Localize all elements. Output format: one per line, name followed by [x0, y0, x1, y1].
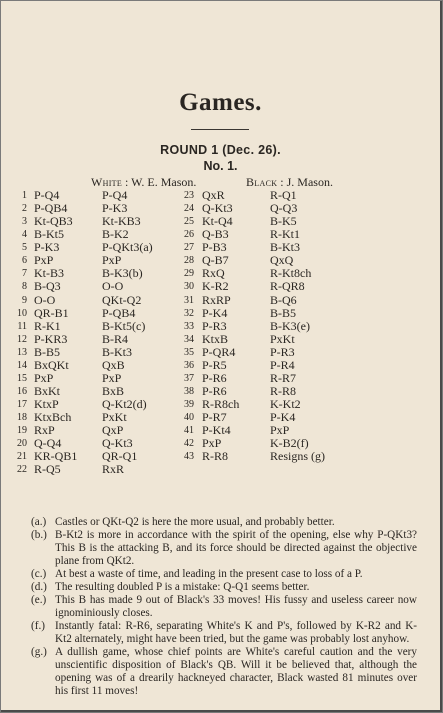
black-move: PxP [102, 253, 122, 267]
move-number: 20 [17, 438, 27, 449]
white-move: QxR [202, 188, 225, 202]
move-number: 32 [184, 308, 194, 319]
move-number: 17 [17, 399, 27, 410]
white-move: BxQKt [34, 358, 69, 372]
note-label: (f.) [31, 620, 45, 632]
black-move: PxKt [270, 332, 295, 346]
move-number: 4 [22, 229, 27, 240]
white-move: PxP [34, 253, 54, 267]
move-number: 11 [17, 321, 27, 332]
black-sep: : [277, 175, 287, 189]
white-role: White [91, 175, 123, 189]
black-move: PxP [102, 371, 122, 385]
white-move: B-B5 [34, 345, 61, 359]
round-heading: ROUND 1 (Dec. 26). [160, 143, 281, 157]
note [31, 516, 417, 529]
move-number: 28 [184, 255, 194, 266]
white-move: Q-Q4 [34, 436, 62, 450]
white-move: P-Q4 [34, 188, 60, 202]
black-move: K-B2(f) [270, 436, 309, 450]
move-number: 16 [17, 386, 27, 397]
white-move: KtxB [202, 332, 229, 346]
note [31, 646, 417, 698]
black-move: Resigns (g) [270, 449, 325, 463]
black-move: B-Q6 [270, 293, 297, 307]
move-number: 37 [184, 373, 194, 384]
white-move: RxP [34, 423, 55, 437]
move-number: 23 [184, 190, 194, 201]
white-move: BxKt [34, 384, 61, 398]
move-number: 41 [184, 425, 194, 436]
note [31, 594, 417, 620]
black-move: B-K2 [102, 227, 129, 241]
move-number: 29 [184, 268, 194, 279]
black-move: R-Q1 [270, 188, 297, 202]
white-move: P-R3 [202, 319, 227, 333]
black-move: Kt-KB3 [102, 214, 141, 228]
move-number: 22 [17, 464, 27, 475]
black-move: P-QKt3(a) [102, 240, 153, 254]
white-move: PxP [34, 371, 54, 385]
annotations [31, 516, 417, 698]
white-move: R-Q5 [34, 462, 61, 476]
move-number: 1 [22, 190, 27, 201]
note [31, 568, 417, 581]
move-number: 7 [22, 268, 27, 279]
black-move: PxKt [102, 410, 127, 424]
black-move: P-Q4 [102, 188, 128, 202]
black-move: B-K5 [270, 214, 297, 228]
move-number: 2 [22, 203, 27, 214]
move-number: 31 [184, 295, 194, 306]
move-number: 18 [17, 412, 27, 423]
move-number: 5 [22, 242, 27, 253]
move-number: 42 [184, 438, 194, 449]
black-move: B-B5 [270, 306, 297, 320]
note-text: The resulting doubled P is a mistake: Q-Q1 seems better. [55, 581, 310, 593]
move-number: 24 [184, 203, 194, 214]
black-move: K-Kt2 [270, 397, 301, 411]
white-move: P-KR3 [34, 332, 68, 346]
white-move: P-R7 [202, 410, 227, 424]
white-move: KR-QB1 [34, 449, 78, 463]
black-role: Black [246, 175, 278, 189]
black-move: R-QR8 [270, 279, 305, 293]
white-move: P-R6 [202, 371, 227, 385]
black-move: BxB [102, 384, 125, 398]
white-move: Kt-B3 [34, 266, 64, 280]
white-move: P-K3 [34, 240, 60, 254]
move-number: 13 [17, 347, 27, 358]
white-move: RxQ [202, 266, 225, 280]
move-number: 6 [22, 255, 27, 266]
note [31, 620, 417, 646]
white-move: P-QR4 [202, 345, 236, 359]
note-text: B-Kt2 is more in accordance with the spirit of the opening, else why P-QKt3? This B is the attacking B, and its force should be directed against the objective plane from QKt2. [55, 529, 417, 567]
white-move: R-R8ch [202, 397, 240, 411]
white-move: QR-B1 [34, 306, 69, 320]
white-move: K-R2 [202, 279, 229, 293]
move-number: 34 [184, 334, 194, 345]
move-number: 25 [184, 216, 194, 227]
white-move: P-Kt4 [202, 423, 231, 437]
black-move: B-K3(e) [270, 319, 310, 333]
note-text: At best a waste of time, and leading in the present case to loss of a P. [55, 568, 363, 580]
note-text: This B has made 9 out of Black's 33 moves! His fussy and useless career now ignominiously closes. [55, 594, 417, 619]
move-number: 19 [17, 425, 27, 436]
white-move: P-R5 [202, 358, 227, 372]
note-label: (e.) [31, 594, 47, 606]
black-move: P-K4 [270, 410, 296, 424]
black-move: QR-Q1 [102, 449, 138, 463]
move-number: 15 [17, 373, 27, 384]
black-move: B-Kt3 [270, 240, 300, 254]
move-number: 38 [184, 386, 194, 397]
move-number: 40 [184, 412, 194, 423]
black-move: P-QB4 [102, 306, 136, 320]
black-move: B-K3(b) [102, 266, 143, 280]
move-number: 33 [184, 321, 194, 332]
white-move: PxP [202, 436, 222, 450]
black-move: PxP [270, 423, 290, 437]
move-number: 30 [184, 281, 194, 292]
move-number: 26 [184, 229, 194, 240]
black-move: P-R4 [270, 358, 295, 372]
note-label: (b.) [31, 529, 47, 541]
move-number: 36 [184, 360, 194, 371]
white-move: Kt-QB3 [34, 214, 73, 228]
white-move: Q-B3 [202, 227, 229, 241]
note [31, 529, 417, 568]
move-number: 8 [22, 281, 27, 292]
black-move: O-O [102, 279, 124, 293]
game-number: No. 1. [203, 159, 238, 173]
black-move: QxP [102, 423, 124, 437]
black-move: Q-Q3 [270, 201, 298, 215]
black-move: R-Kt8ch [270, 266, 312, 280]
note-label: (a.) [31, 516, 47, 528]
black-move: B-Kt5(c) [102, 319, 146, 333]
white-move: KtxBch [34, 410, 72, 424]
white-move: RxRP [202, 293, 231, 307]
note-text: Instantly fatal: R-R6, separating White's K and P's, followed by K-R2 and K-Kt2 alternately, might have been tried, but the game was probably lost anyhow. [55, 620, 417, 645]
white-move: O-O [34, 293, 56, 307]
black-move: QxQ [270, 253, 294, 267]
book-page [1, 1, 442, 712]
black-move: Q-Kt3 [102, 436, 133, 450]
white-name: W. E. Mason. [131, 175, 197, 189]
move-number: 21 [17, 451, 27, 462]
note-label: (d.) [31, 581, 47, 593]
black-move: B-R4 [102, 332, 129, 346]
note [31, 581, 417, 594]
black-move: P-R3 [270, 345, 295, 359]
white-move: B-Kt5 [34, 227, 64, 241]
white-move: R-K1 [34, 319, 61, 333]
black-move: R-R7 [270, 371, 297, 385]
black-move: B-Kt3 [102, 345, 132, 359]
move-number: 39 [184, 399, 194, 410]
white-move: Q-Kt3 [202, 201, 233, 215]
white-sep: : [122, 175, 132, 189]
move-number: 3 [22, 216, 27, 227]
page-title: Games. [179, 89, 262, 116]
black-move: QxB [102, 358, 125, 372]
white-move: B-Q3 [34, 279, 61, 293]
black-move: QKt-Q2 [102, 293, 142, 307]
black-name: J. Mason. [286, 175, 333, 189]
move-number: 27 [184, 242, 194, 253]
move-number: 14 [17, 360, 27, 371]
black-move: R-Kt1 [270, 227, 300, 241]
white-move: P-B3 [202, 240, 227, 254]
move-number: 12 [17, 334, 27, 345]
move-number: 43 [184, 451, 194, 462]
note-text: Castles or QKt-Q2 is here the more usual, and probably better. [55, 516, 335, 528]
white-move: Kt-Q4 [202, 214, 233, 228]
black-move: Q-Kt2(d) [102, 397, 147, 411]
white-move: Q-B7 [202, 253, 229, 267]
move-number: 9 [22, 295, 27, 306]
white-move: P-QB4 [34, 201, 68, 215]
white-move: P-R6 [202, 384, 227, 398]
white-move: KtxP [34, 397, 59, 411]
black-move: RxR [102, 462, 125, 476]
white-move: R-R8 [202, 449, 229, 463]
note-text: A dullish game, whose chief points are White's careful caution and the very unscientific disposition of Black's QB. Will it be believed that, although the opening was of a drearily hackneyed character, Black wasted 81 minutes over his first 11 moves! [55, 646, 417, 697]
white-move: P-K4 [202, 306, 228, 320]
black-move: P-K3 [102, 201, 128, 215]
title-rule [191, 129, 249, 130]
note-label: (g.) [31, 646, 47, 658]
move-number: 10 [17, 308, 27, 319]
black-move: R-R8 [270, 384, 297, 398]
move-number: 35 [184, 347, 194, 358]
note-label: (c.) [31, 568, 47, 580]
